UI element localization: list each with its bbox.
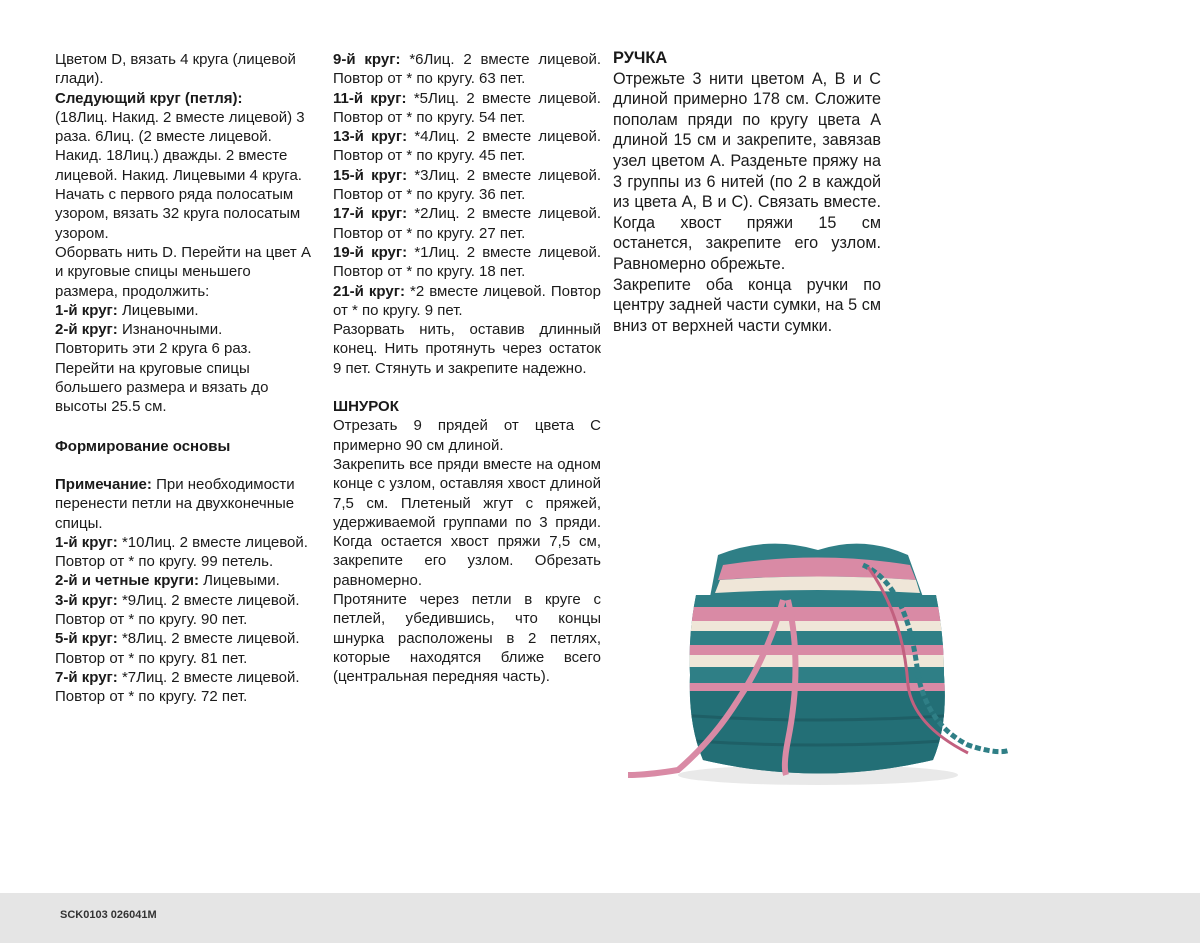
instruction-row: 1-й круг: *10Лиц. 2 вместе лицевой. Повтор от * по кругу. 99 петель.	[55, 533, 308, 571]
paragraph: Разорвать нить, оставив длинный конец. Нить протянуть через остаток 9 пет. Стянуть и закрепите надежно.	[333, 321, 601, 377]
paragraph: Начать с первого ряда полосатым узором, вязать 32 круга полосатым узором.	[55, 186, 301, 242]
paragraph: Отрезать 9 прядей от цвета С примерно 90 см длиной.	[333, 417, 601, 454]
note: Примечание: При необходимости перенести петли на двухконечные спицы.	[55, 475, 295, 532]
instruction-row: 2-й и четные круги: Лицевыми.	[55, 572, 280, 590]
paragraph: Отрежьте 3 нити цветом А, В и С длиной примерно 178 см. Сложите пополам пряди по кругу цвета А длиной 15 см и закрепите, завязав узел цветом А. Разденьте пряжу на 3 группы из 6 нитей (по 2 в каждой из цвета А, В и С). Связать вместе. Когда хвост пряжи 15 см останется, закрепите его узлом. Равномерно обрежьте.	[613, 69, 881, 273]
paragraph: (18Лиц. Накид. 2 вместе лицевой) 3 раза. 6Лиц. (2 вместе лицевой. Накид. 18Лиц.) дважды. 2 вместе лицевой. Накид. Лицевыми 4 круга.	[55, 108, 305, 184]
document-code: SCK0103 026041M	[60, 909, 157, 921]
row-label: Следующий круг (петля):	[55, 89, 243, 107]
section-heading: ШНУРОК	[333, 398, 399, 416]
section-heading: РУЧКА	[613, 49, 668, 67]
column-middle	[333, 50, 601, 687]
instruction-row: 5-й круг: *8Лиц. 2 вместе лицевой. Повтор от * по кругу. 81 пет.	[55, 630, 300, 667]
instruction-row: 7-й круг: *7Лиц. 2 вместе лицевой. Повтор от * по кругу. 72 пет.	[55, 668, 300, 706]
instruction-row: 2-й круг: Изнаночными.	[55, 321, 223, 339]
instruction-row: 21-й круг: *2 вместе лицевой. Повтор от * по кругу. 9 пет.	[333, 282, 601, 319]
bag-body	[678, 585, 958, 795]
instruction-row: 3-й круг: *9Лиц. 2 вместе лицевой. Повтор от * по кругу. 90 пет.	[55, 591, 300, 629]
paragraph: Оборвать нить D. Перейти на цвет А и круговые спицы меньшего размера, продолжить:	[55, 243, 311, 300]
instruction-row: 1-й круг: Лицевыми.	[55, 301, 199, 319]
paragraph: Закрепите оба конца ручки по центру задней части сумки, на 5 см вниз от верхней части сумки.	[613, 275, 881, 335]
instruction-row: 17-й круг: *2Лиц. 2 вместе лицевой. Повтор от * по кругу. 27 пет.	[333, 205, 601, 242]
paragraph: Протяните через петли в круге с петлей, убедившись, что концы шнурка расположены в 2 петлях, которые находятся ближе всего (центральная передняя часть).	[333, 591, 601, 686]
instruction-row: 13-й круг: *4Лиц. 2 вместе лицевой. Повтор от * по кругу. 45 пет.	[333, 128, 601, 165]
knitted-bag-photo	[618, 525, 1018, 800]
instruction-row: 15-й круг: *3Лиц. 2 вместе лицевой. Повтор от * по кругу. 36 пет.	[333, 166, 601, 204]
section-heading: Формирование основы	[55, 437, 231, 455]
instruction-row: 19-й круг: *1Лиц. 2 вместе лицевой. Повтор от * по кругу. 18 пет.	[333, 243, 601, 281]
paragraph: Перейти на круговые спицы большего размера и вязать до высоты 25.5 см.	[55, 359, 269, 416]
paragraph: Закрепить все пряди вместе на одном конце с узлом, оставляя хвост длиной 7,5 см. Плетеный жгут с пряжей, удерживаемой группами по 3 пряди. Когда остается хвост пряжи 7,5 см, закрепите его узлом. Обрезать равномерно.	[333, 455, 601, 589]
paragraph: Повторить эти 2 круга 6 раз.	[55, 340, 252, 358]
paragraph: Цветом D, вязать 4 круга (лицевой глади).	[55, 51, 296, 88]
column-left	[55, 50, 317, 707]
instruction-row: 9-й круг: *6Лиц. 2 вместе лицевой. Повтор от * по кругу. 63 пет.	[333, 51, 601, 88]
column-right	[613, 48, 881, 336]
instruction-row: 11-й круг: *5Лиц. 2 вместе лицевой. Повтор от * по кругу. 54 пет.	[333, 89, 601, 126]
footer-bar	[0, 893, 1200, 943]
